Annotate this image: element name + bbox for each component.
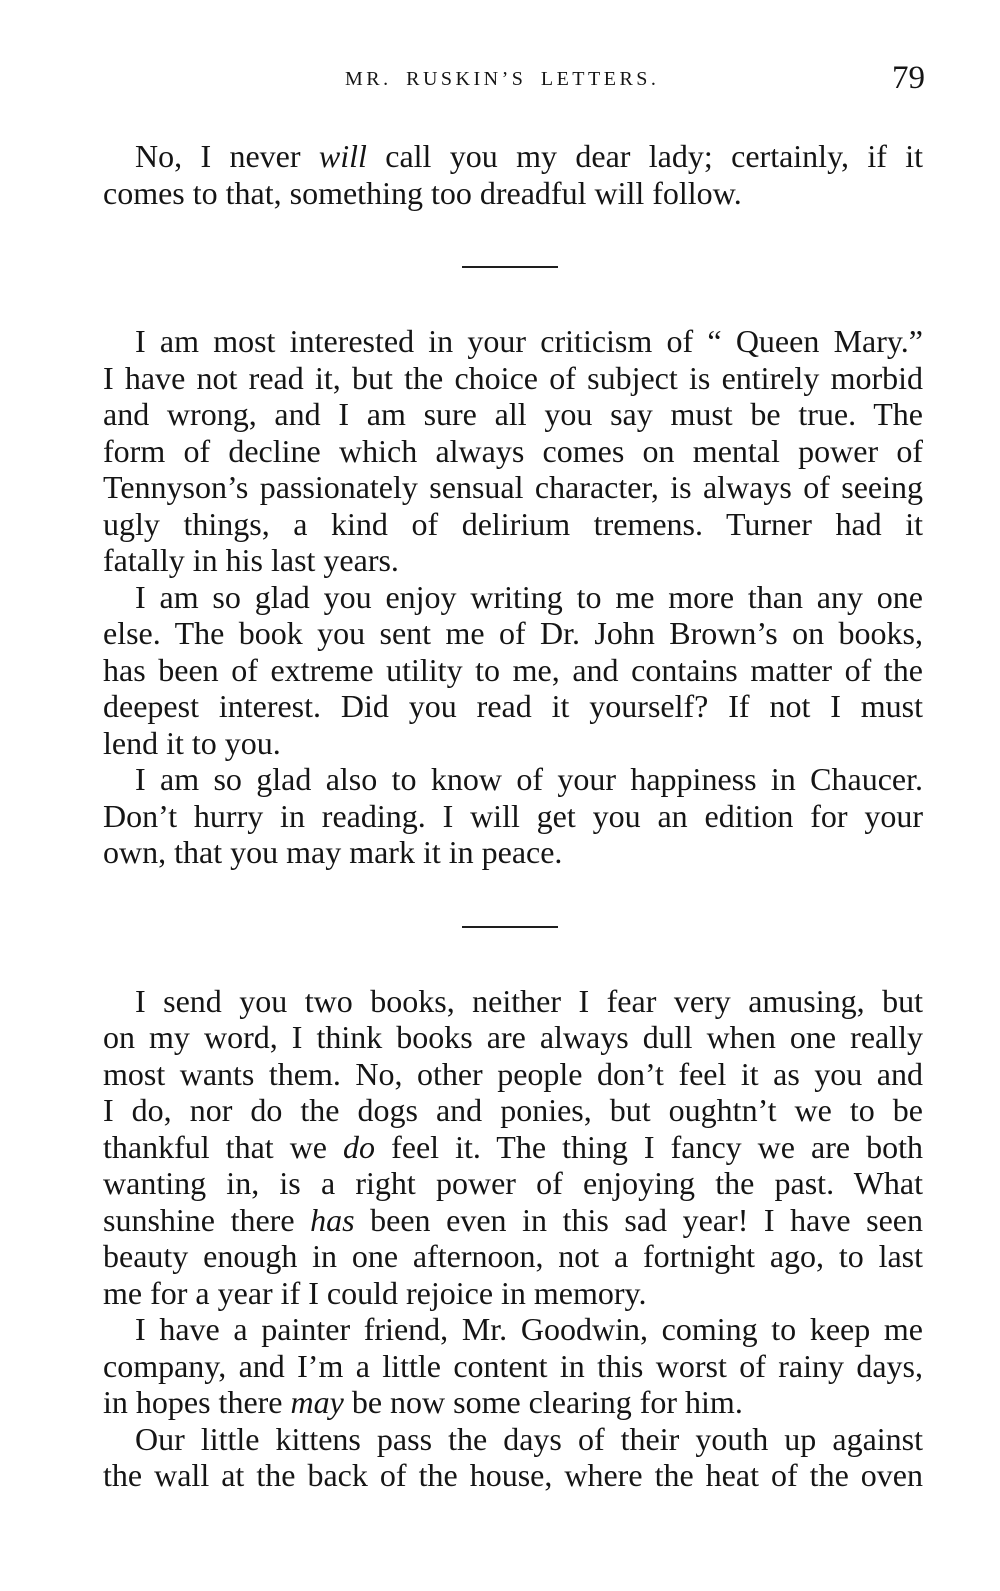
- text-line: [103, 652, 923, 689]
- text-line: [103, 1384, 923, 1421]
- paragraph: [103, 1421, 923, 1494]
- text-run: Don’t hurry in reading. I will get you an edition for your: [103, 797, 923, 834]
- text-line: [103, 725, 923, 762]
- text-line: [103, 761, 923, 798]
- paragraph: [103, 761, 923, 871]
- text-line: [103, 1056, 923, 1093]
- text-run: sunshine there: [103, 1201, 311, 1238]
- paragraph: [103, 983, 923, 1312]
- text-line: [103, 615, 923, 652]
- text-line: [103, 834, 923, 871]
- paragraph: [103, 138, 923, 211]
- text-line: [103, 1019, 923, 1056]
- section-divider: [103, 871, 923, 983]
- text-line: [103, 433, 923, 470]
- text-run: I am most interested in your criticism of “ Queen Mary.”: [135, 323, 923, 359]
- text-run: on my word, I think books are always dull when one really: [103, 1019, 923, 1055]
- text-run: in hopes there: [103, 1384, 291, 1420]
- text-run: lend it to you.: [103, 724, 281, 761]
- text-run: I have not read it, but the choice of subject is entirely morbid: [103, 359, 923, 396]
- text-line: [103, 688, 923, 725]
- text-line: [103, 983, 923, 1020]
- text-line: [103, 360, 923, 397]
- text-run: Our little kittens pass the days of their youth up against: [135, 1420, 923, 1457]
- emphasized-text: will: [318, 138, 367, 174]
- text-run: else. The book you sent me of Dr. John Brown’s on books,: [103, 615, 923, 651]
- text-run: form of decline which always comes on mental power of: [103, 432, 923, 469]
- text-run: I am so glad also to know of your happiness in Chaucer.: [135, 761, 923, 797]
- text-run: I do, nor do the dogs and ponies, but oughtn’t we to be: [103, 1092, 923, 1128]
- text-line: [103, 323, 923, 360]
- running-title: MR. RUSKIN’S LETTERS.: [345, 68, 660, 90]
- text-line: [103, 542, 923, 579]
- text-run: call you my dear lady; certainly, if it: [366, 138, 923, 174]
- text-run: most wants them. No, other people don’t feel it as you and: [103, 1055, 923, 1092]
- text-run: deepest interest. Did you read it yourself? If not I must: [103, 688, 923, 724]
- page-number: 79: [892, 60, 925, 96]
- text-run: own, that you may mark it in peace.: [103, 834, 563, 870]
- text-run: I have a painter friend, Mr. Goodwin, coming to keep me: [135, 1311, 923, 1347]
- letter-excerpt: [103, 323, 923, 871]
- text-run: be now some clearing for him.: [343, 1384, 743, 1420]
- text-line: [103, 1457, 923, 1494]
- text-line: [103, 1129, 923, 1166]
- text-run: comes to that, something too dreadful will follow.: [103, 174, 742, 211]
- text-line: [103, 396, 923, 433]
- text-run: Tennyson’s passionately sensual character, is always of seeing: [103, 469, 923, 505]
- emphasized-text: may: [290, 1384, 344, 1420]
- text-run: company, and I’m a little content in this worst of rainy days,: [103, 1347, 923, 1384]
- text-run: been even in this sad year! I have seen: [354, 1201, 923, 1238]
- letter-excerpt: [103, 983, 923, 1494]
- text-line: [103, 1202, 923, 1239]
- text-run: I am so glad you enjoy writing to me more than any one: [135, 578, 923, 615]
- text-line: [103, 138, 923, 175]
- text-line: [103, 798, 923, 835]
- divider-rule: [462, 266, 558, 268]
- page-text: [103, 138, 923, 1494]
- text-run: beauty enough in one afternoon, not a fortnight ago, to last: [103, 1238, 923, 1274]
- text-line: [103, 1311, 923, 1348]
- emphasized-text: do: [343, 1128, 376, 1165]
- paragraph: [103, 1311, 923, 1421]
- section-divider: [103, 211, 923, 323]
- text-line: [103, 469, 923, 506]
- text-line: [103, 1238, 923, 1275]
- text-line: [103, 1275, 923, 1312]
- text-line: [103, 506, 923, 543]
- text-line: [103, 175, 923, 212]
- divider-rule: [462, 926, 558, 928]
- paragraph: [103, 579, 923, 762]
- text-line: [103, 1092, 923, 1129]
- text-run: fatally in his last years.: [103, 542, 399, 578]
- paragraph: [103, 323, 923, 579]
- letter-excerpt: [103, 138, 923, 211]
- text-line: [103, 1348, 923, 1385]
- text-run: ugly things, a kind of delirium tremens. Turner had it: [103, 505, 923, 542]
- text-run: feel it. The thing I fancy we are both: [375, 1128, 923, 1165]
- text-run: wanting in, is a right power of enjoying the past. What: [103, 1165, 923, 1201]
- text-run: me for a year if I could rejoice in memory.: [103, 1274, 647, 1311]
- text-line: [103, 1165, 923, 1202]
- text-run: No, I never: [135, 138, 319, 174]
- text-run: I send you two books, neither I fear very amusing, but: [135, 982, 923, 1019]
- text-line: [103, 579, 923, 616]
- text-run: and wrong, and I am sure all you say must be true. The: [103, 396, 923, 432]
- text-run: the wall at the back of the house, where the heat of the oven: [103, 1457, 923, 1493]
- text-line: [103, 1421, 923, 1458]
- text-run: has been of extreme utility to me, and contains matter of the: [103, 651, 923, 688]
- text-run: thankful that we: [103, 1128, 344, 1165]
- emphasized-text: has: [310, 1201, 355, 1238]
